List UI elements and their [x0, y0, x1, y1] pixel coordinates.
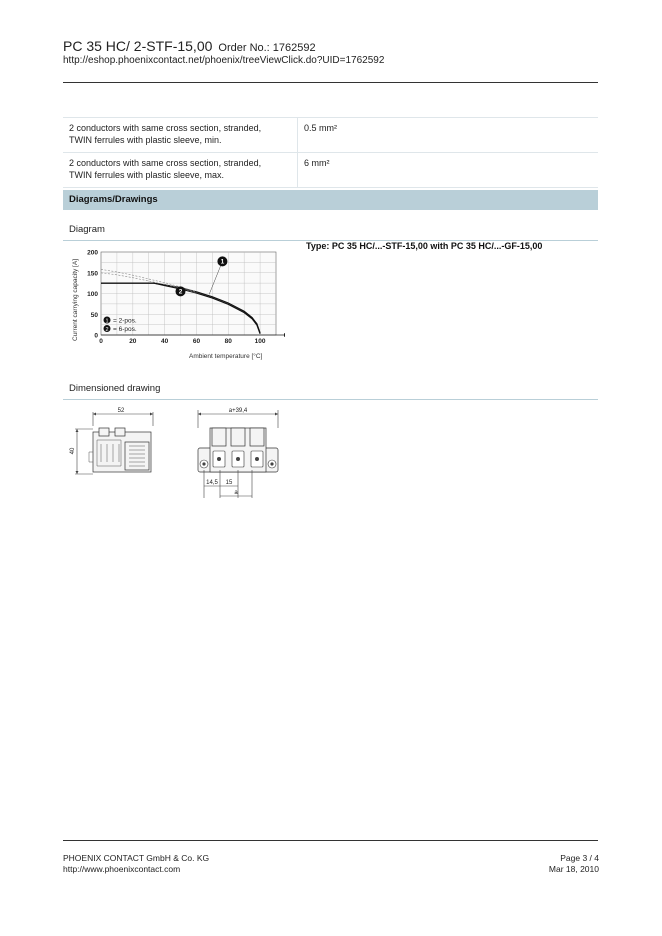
y-tick-label: 0 [94, 332, 98, 340]
x-tick-label: 0 [99, 338, 103, 345]
order-number: Order No.: 1762592 [218, 42, 316, 54]
table-row [63, 118, 598, 153]
x-tick-label: 60 [192, 338, 201, 345]
x-axis-label: Ambient temperature [°C] [189, 353, 263, 360]
dim-left-label: 14,5 [206, 480, 218, 486]
footer-website[interactable]: http://www.phoenixcontact.com [63, 864, 181, 874]
x-tick-label: 40 [161, 338, 169, 345]
section-header [63, 190, 598, 210]
x-tick-label: 80 [224, 338, 232, 345]
front-view-drawing [190, 402, 300, 502]
diagram-type: Type: PC 35 HC/...-STF-15,00 with PC 35 HC/...-GF-15,00 [306, 241, 543, 251]
spec-label: 2 conductors with same cross section, stranded, TWIN ferrules with plastic sleeve, max. [63, 153, 298, 188]
dim-pitch-label: 15 [225, 480, 233, 486]
legend-text-2: = 6-pos. [113, 326, 137, 333]
dim-total-label: a+39,4 [228, 408, 248, 414]
footer-divider [63, 840, 598, 841]
footer-page: Page 3 / 4 [560, 853, 599, 863]
y-axis-label: Current carrying capacity [A] [72, 258, 79, 341]
product-url[interactable]: http://eshop.phoenixcontact.net/phoenix/treeViewClick.do?UID=1762592 [63, 55, 385, 66]
callout-2-label: 2 [178, 288, 183, 296]
y-tick-label: 50 [90, 311, 98, 319]
side-view-drawing [63, 402, 173, 482]
page-title [63, 38, 316, 54]
footer-company: PHOENIX CONTACT GmbH & Co. KG [63, 853, 210, 863]
spec-value: 0.5 mm² [298, 118, 599, 153]
legend-text-1: = 2-pos. [113, 317, 137, 325]
product-name: PC 35 HC/ 2-STF-15,00 [63, 38, 213, 54]
dim-width-label: 52 [117, 408, 125, 414]
footer-left [63, 853, 209, 875]
derating-chart [63, 244, 285, 366]
spec-label: 2 conductors with same cross section, stranded, TWIN ferrules with plastic sleeve, min. [63, 118, 298, 153]
dimensioned-heading: Dimensioned drawing [69, 383, 161, 394]
dimensioned-divider [63, 399, 598, 400]
footer-date: Mar 18, 2010 [548, 864, 599, 874]
callout-1-label: 1 [220, 258, 225, 266]
legend-marker-1-label: 1 [105, 318, 109, 325]
diagram-heading: Diagram [69, 224, 105, 235]
x-tick-label: 20 [129, 338, 137, 345]
x-axis-arrow [284, 333, 285, 337]
footer-right [549, 853, 599, 875]
section-title: Diagrams/Drawings [69, 194, 158, 205]
y-tick-label: 100 [87, 291, 98, 298]
x-tick-label: 100 [254, 338, 266, 345]
header-divider [63, 82, 598, 83]
legend-marker-2-label: 2 [105, 326, 109, 333]
dim-height-label: 40 [70, 447, 76, 455]
table-row [63, 153, 598, 188]
y-tick-label: 150 [87, 270, 98, 278]
dim-a-label: a [234, 490, 238, 496]
spec-value: 6 mm² [298, 153, 599, 188]
y-tick-label: 200 [87, 249, 98, 257]
spec-table [63, 117, 598, 188]
